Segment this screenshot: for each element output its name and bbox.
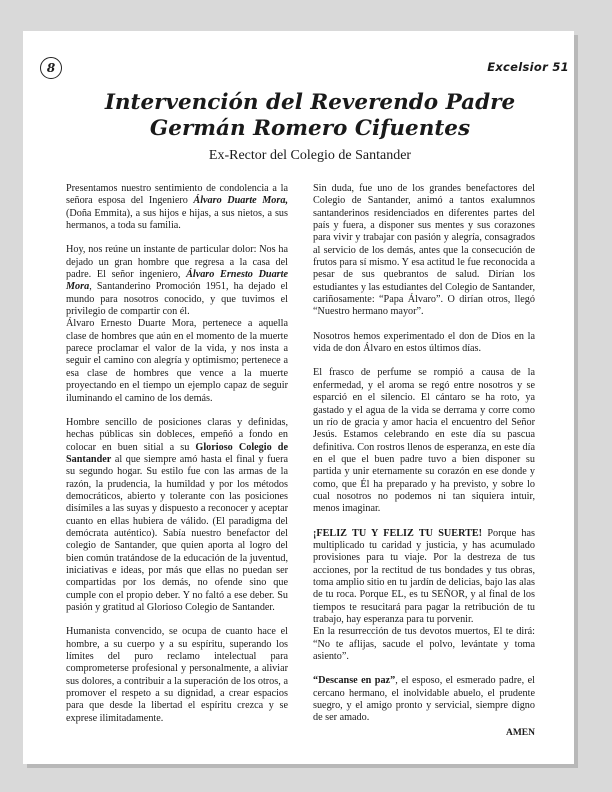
right-column (313, 183, 535, 739)
paragraph: Humanista convencido, se ocupa de cuanto hace el hombre, a su cuerpo y a su espíritu, superando los límites del puro reclamo intelectual para comprometerse profesional y personalmente, a aliviar sus dolores, a contribuir a la superación de los otros, a promover el respeto a su dignidad, a crear espacios para que desde la libertad el espíritu crezca y se exprese ilimitadamente. (66, 626, 288, 724)
closing-amen: AMEN (505, 727, 535, 738)
page-number: 8 (40, 57, 62, 79)
paragraph: Hoy, nos reúne un instante de particular dolor: Nos ha dejado un gran hombre que regresa a la casa del padre. El señor ingeniero, Álvaro Ernesto Duarte Mora, Santanderino Promoción 1951, ha dejado el mundo para nosotros conocido, y que tuvimos el privilegio de compartir con él. (66, 244, 289, 318)
article-title (60, 90, 560, 142)
magazine-title: Excelsior 51 (487, 60, 569, 74)
paragraph: En la resurrección de tus devotos muertos, El te dirá: “No te aflijas, sacude el polvo, levántate y toma asiento”. (313, 626, 535, 663)
name-emphasis: Álvaro Ernesto Duarte Mora (66, 269, 289, 293)
paragraph: El frasco de perfume se rompió a causa de la enfermedad, y el aroma se regó entre nosotros y se esparció en el silencio. El cántaro se ha roto, ya gastado y el agua de la vida se derrama y corre como un río de gracia y amor hacia el encuentro del Señor Jesús. Estamos celebrando en este día su pascua definitiva. Con rostros llenos de esperanza, en este día en el que el buen padre tuvo a bien disponer su partida y unir eternamente su corazón en ese donde y como, que Él ha preparado y ha previsto, y sobre lo cual nosotros no podemos ni tan siquiera intuir, menos imaginar. (313, 367, 535, 515)
paragraph: Álvaro Ernesto Duarte Mora, pertenece a aquella clase de hombres que aún en el momento de la muerte parece proclamar el valor de la vida, y nos insta a seguir el camino con alegría y optimismo; pertenece a esa clase de hombres que vence a la muerte proyectando en el tiempo un ejemplo capaz de seguir iluminando el camino de los demás. (66, 318, 288, 404)
bold-emphasis: “Descanse en paz” (313, 675, 396, 687)
article-subtitle: Ex-Rector del Colegio de Santander (208, 148, 412, 163)
paragraph: Presentamos nuestro sentimiento de condolencia a la señora esposa del Ingeniero Álvaro Duarte Mora, (Doña Emmita), a sus hijos e hijas, a sus nietos, a sus hermanos, a toda su familia. (66, 183, 288, 232)
paragraph: Nosotros hemos experimentado el don de Dios en la vida de don Álvaro en estos últimos días. (313, 330, 535, 355)
paragraph: ¡FELIZ TU Y FELIZ TU SUERTE! Porque has multiplicado tu caridad y justicia, y has acumulado provisiones para tu viaje. Por la destreza de tus acciones, por la rectitud de tus bondades y tus obras, toma amplio sitio en tu jardín de delicias, bajo las alas de tu roca. Porque EL, es tu SEÑOR, y al final de los tiempos te resucitará para pagar la retribución de tu trabajo, hay esperanza para tu porvenir. (313, 527, 535, 625)
title-line-2: Germán Romero Cifuentes (149, 116, 471, 141)
title-line-1: Intervención del Reverendo Padre (104, 90, 516, 115)
paragraph: “Descanse en paz”, el esposo, el esmerado padre, el cercano hermano, el inolvidable abuelo, el prudente suegro, y el amigo pronto y servicial, siempre digno de ser amado. (313, 675, 535, 724)
paragraph: Sin duda, fue uno de los grandes benefactores del Colegio de Santander, animó a tantos exalumnos santanderinos residenciados en diferentes partes del país y fuera, a disponer sus mentes y sus corazones para vivir y trabajar con pasión y alegría, consagrados al servicio de los demás, antes que la consecución de frutos para sí mismo. Y esa actitud le fue reconocida a pesar de sus quebrantos de salud. Dirían los estudiantes y las estudiantes del Colegio de Santander, cariñosamente: “Papa Álvaro”. O dirían otros, llegó “Nuestro hermano mayor”. (313, 183, 535, 318)
name-emphasis: Álvaro Duarte Mora, (193, 195, 288, 207)
bold-emphasis: Glorioso Colegio de Santander (66, 441, 288, 465)
bold-emphasis: ¡FELIZ TU Y FELIZ TU SUERTE! (313, 527, 483, 539)
paragraph: Hombre sencillo de posiciones claras y definidas, hechas públicas sin dobleces, empeñó a fondo en colocar en buen sitial a su Glorioso Colegio de Santander al que siempre amó hasta el final y fuera su segundo hogar. Su estilo fue con las armas de la razón, la prudencia, la humildad y por los métodos democráticos, abierto y tolerante con las posiciones disímiles a las suyas y dispuesto a reconocer y aceptar cuanto en ellas hubiera de válido. (El paradigma del demócrata auténtico). Sabía nuestro benefactor del colegio de Santander, que quien aporta al logro del bien común tratándose de la educación de la juventud, iniciativas e ideas, por más que ellas no puedan ser compartidas por los demás, no ofende sino que cumple con el propio deber. Y no faltó a ese deber. Su pasión y gratitud al Glorioso Colegio de Santander. (66, 416, 288, 613)
left-column (66, 183, 288, 737)
